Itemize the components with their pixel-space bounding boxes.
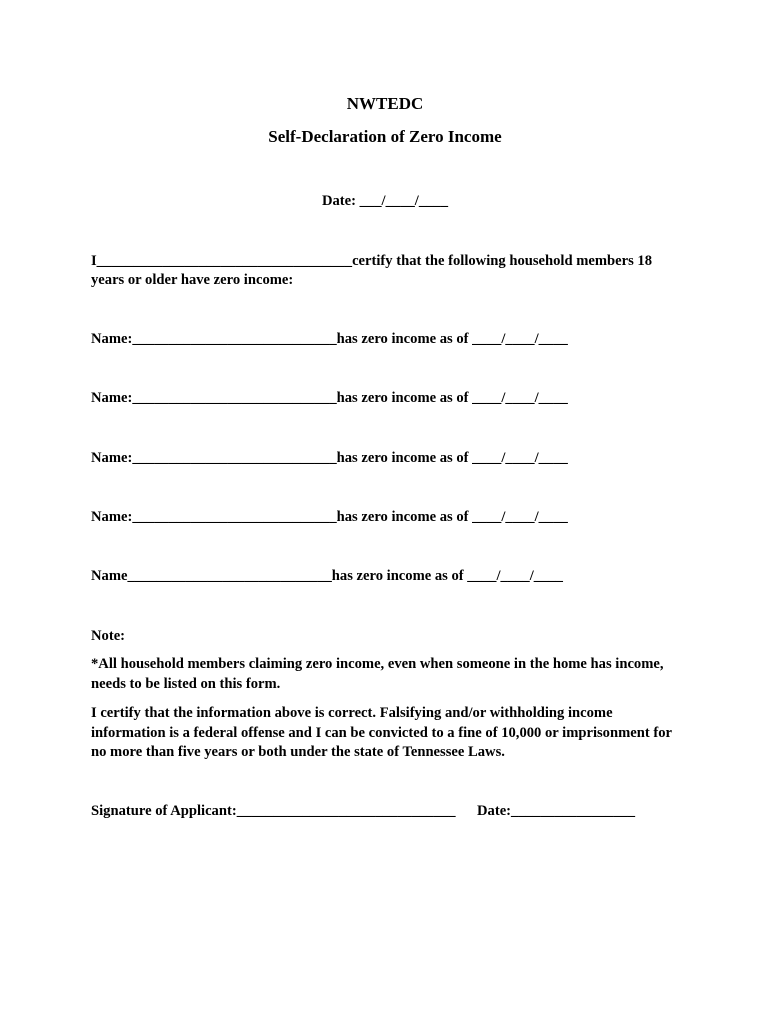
signature-field[interactable]: Signature of Applicant:______________________________	[91, 803, 456, 819]
note-label: Note:	[91, 628, 126, 644]
organization-name: NWTEDC	[346, 94, 424, 113]
date-field[interactable]: Date: ___/____/____	[321, 193, 449, 209]
certification-statement: I certify that the information above is correct. Falsifying and/or withholding income information is a federal offense and I can be convicted to a fine of 10,000 or imprisonment for no more than five years or both under the state of Tennessee Laws.	[91, 705, 672, 760]
member-name-row-5[interactable]: Name____________________________has zero income as of ____/____/____	[91, 568, 563, 584]
certify-line-continued: years or older have zero income:	[91, 272, 294, 288]
member-name-row-1[interactable]: Name:____________________________has zero income as of ____/____/____	[91, 331, 568, 347]
document-title: Self-Declaration of Zero Income	[268, 127, 502, 146]
note-text: *All household members claiming zero income, even when someone in the home has income, needs to be listed on this form.	[91, 656, 664, 692]
member-name-row-4[interactable]: Name:____________________________has zero income as of ____/____/____	[91, 509, 568, 525]
member-name-row-2[interactable]: Name:____________________________has zero income as of ____/____/____	[91, 390, 568, 406]
signature-date-field[interactable]: Date:_________________	[477, 803, 636, 819]
member-name-row-3[interactable]: Name:____________________________has zero income as of ____/____/____	[91, 450, 568, 466]
certify-line[interactable]: I___________________________________certify that the following household members 18	[91, 253, 653, 269]
